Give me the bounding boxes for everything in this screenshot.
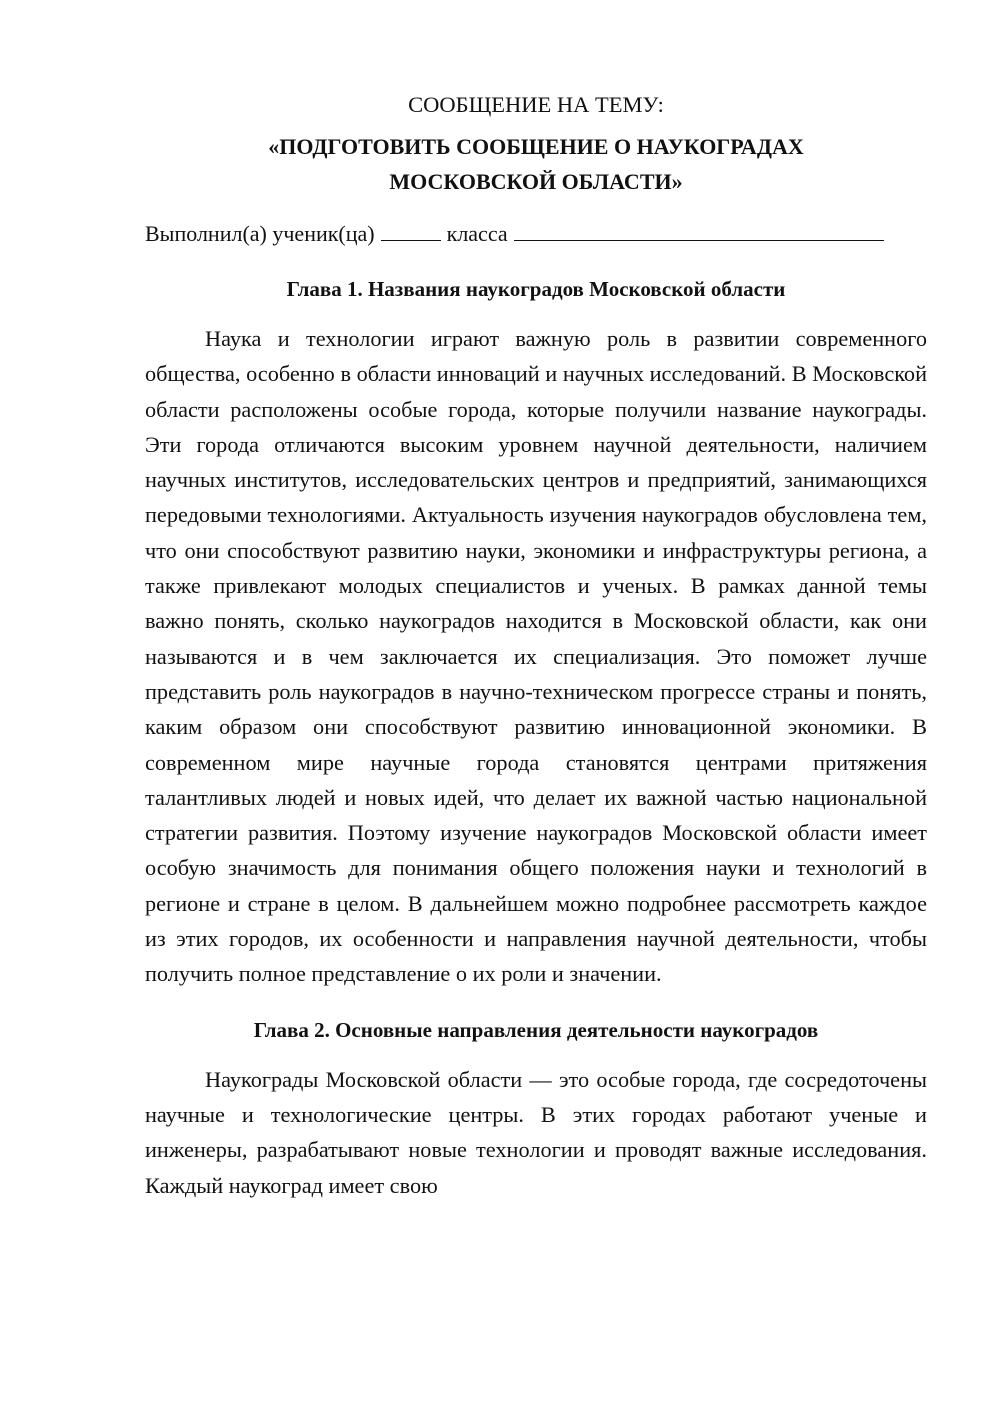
document-title-line-2: МОСКОВСКОЙ ОБЛАСТИ»: [389, 169, 683, 194]
document-title: [145, 129, 927, 199]
topic-line: СООБЩЕНИЕ НА ТЕМУ:: [408, 92, 664, 117]
document-title-line-1: «ПОДГОТОВИТЬ СООБЩЕНИЕ О НАУКОГРАДАХ: [268, 134, 804, 159]
class-number-blank: [381, 222, 441, 241]
chapter-1-title: Глава 1. Названия наукоградов Московской области: [286, 277, 786, 301]
performed-by-label: Выполнил(а) ученик(ца): [145, 221, 375, 246]
class-name-blank: [514, 222, 884, 241]
class-label: класса: [446, 221, 508, 246]
chapter-1-paragraph: Наука и технологии играют важную роль в развитии современного общества, особенно в области инноваций и научных исследований. В Московской области расположены особые города, которые получили название наукограды. Эти города отличаются высоким уровнем научной деятельности, наличием научных институтов, исследовательских центров и предприятий, занимающихся передовыми технологиями. Актуальность изучения наукоградов обусловлена тем, что они способствуют развитию науки, экономики и инфраструктуры региона, а также привлекают молодых специалистов и ученых. В рамках данной темы важно понять, сколько наукоградов находится в Московской области, как они называются и в чем заключается их специализация. Это поможет лучше представить роль наукоградов в научно-техническом прогрессе страны и понять, каким образом они способствуют развитию инновационной экономики. В современном мире научные города становятся центрами притяжения талантливых людей и новых идей, что делает их важной частью национальной стратегии развития. Поэтому изучение наукоградов Московской области имеет особую значимость для понимания общего положения науки и технологий в регионе и стране в целом. В дальнейшем можно подробнее рассмотреть каждое из этих городов, их особенности и направления научной деятельности, чтобы получить полное представление о их роли и значении.: [145, 326, 927, 987]
chapter-2-paragraph: Наукограды Московской области — это особые города, где сосредоточены научные и технологические центры. В этих городах работают ученые и инженеры, разрабатывают новые технологии и проводят важные исследования. Каждый наукоград имеет свою: [145, 1066, 927, 1198]
chapter-2-title: Глава 2. Основные направления деятельности наукоградов: [253, 1017, 819, 1042]
author-line: [145, 217, 927, 251]
